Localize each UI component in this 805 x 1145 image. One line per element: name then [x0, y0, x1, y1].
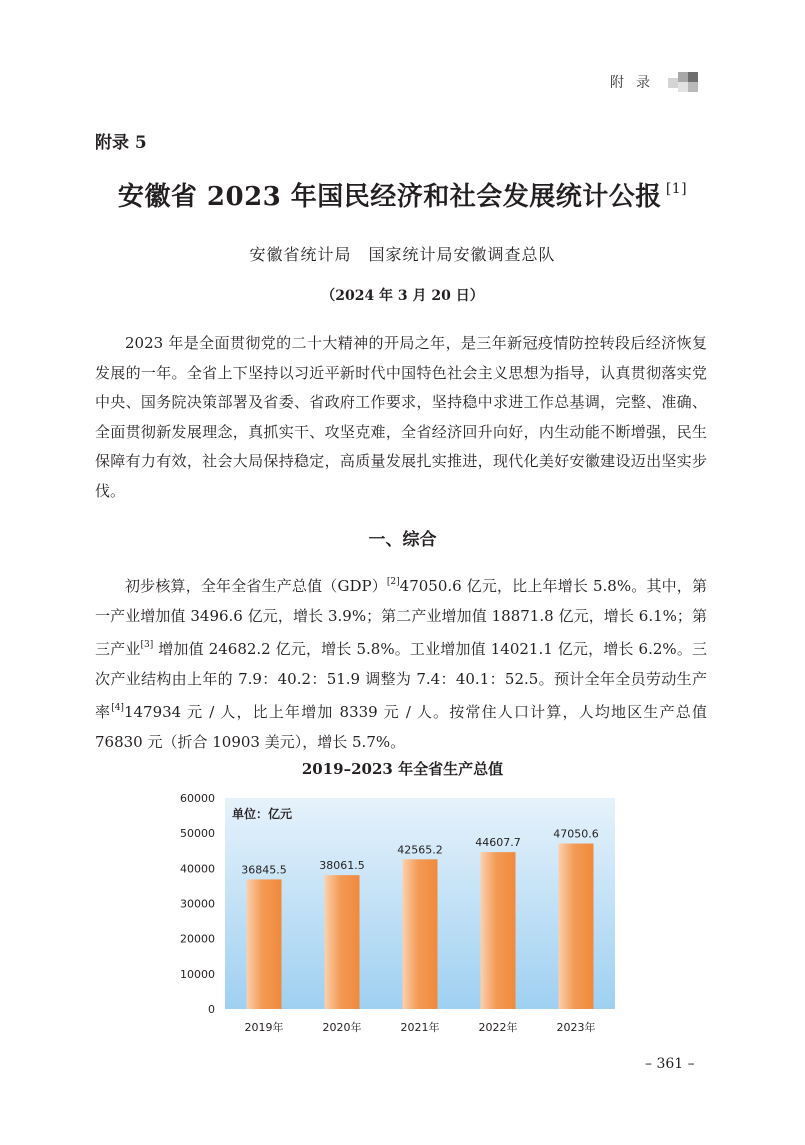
bar-2020年 [325, 875, 360, 1009]
y-tick-label: 0 [208, 1003, 215, 1016]
bar-2021年 [403, 859, 438, 1009]
overview-text: 47050.6 亿元，比上年增长 5.8%。其中，第一产业增加值 3496.6 亿元，增长 3.9%；第二产业增加值 18871.8 亿元，增长 6.1%；第三产业 [95, 577, 707, 658]
y-tick-label: 10000 [180, 967, 215, 981]
unit-label: 单位：亿元 [232, 807, 293, 821]
bar-value-label: 42565.2 [397, 843, 443, 857]
y-tick-label: 50000 [180, 827, 215, 841]
footnote-ref: [4] [111, 703, 124, 713]
x-tick-label: 2022年 [478, 1021, 518, 1034]
y-tick-label: 20000 [180, 932, 215, 946]
chart-title: 2019–2023 年全省生产总值 [301, 760, 504, 778]
y-tick-label: 40000 [180, 862, 215, 876]
y-tick-label: 60000 [180, 792, 215, 805]
section-heading: 一、综合 [368, 530, 437, 550]
page-title-text: 安徽省 2023 年国民经济和社会发展统计公报 [117, 182, 662, 212]
footnote-ref: [2] [386, 577, 400, 587]
appendix-label: 附录 5 [95, 133, 147, 153]
x-tick-label: 2020年 [322, 1021, 362, 1034]
x-tick-label: 2019年 [244, 1021, 284, 1034]
title-footnote-ref: [1] [665, 181, 688, 197]
header-decoration-icon [678, 72, 688, 82]
bar-value-label: 44607.7 [475, 836, 521, 850]
footnote-ref: [3] [140, 640, 154, 650]
overview-paragraph [95, 568, 707, 757]
overview-text: 初步核算，全年全省生产总值（GDP） [125, 577, 387, 595]
bar-value-label: 38061.5 [319, 859, 365, 873]
issuer-line: 安徽省统计局 国家统计局安徽调查总队 [249, 245, 556, 264]
header-decoration-icon [678, 82, 688, 92]
bar-value-label: 36845.5 [241, 863, 287, 877]
bar-2022年 [481, 852, 516, 1009]
running-header: 附录 [610, 75, 662, 91]
y-tick-label: 30000 [180, 897, 215, 911]
intro-paragraph: 2023 年是全面贯彻党的二十大精神的开局之年，是三年新冠疫情防控转段后经济恢复发展的一年。全省上下坚持以习近平新时代中国特色社会主义思想为指导，认真贯彻落实党中央、国务院决策部署及省委、省政府工作要求，坚持稳中求进工作总基调，完整、准确、全面贯彻新发展理念，真抓实干、攻坚克难，全省经济回升向好，内生动能不断增强，民生保障有力有效，社会大局保持稳定，高质量发展扎实推进，现代化美好安徽建设迈出坚实步伐。 [95, 334, 707, 500]
overview-text: 增加值 24682.2 亿元，增长 5.8%。工业增加值 14021.1 亿元，增长 6.2%。三次产业结构由上年的 7.9：40.2：51.9 调整为 7.4：40.1：52.5。预计全年全员劳动生产率 [95, 640, 707, 721]
header-decoration-icon [668, 78, 678, 88]
header-decoration-icon [688, 82, 698, 92]
overview-text: 147934 元 / 人，比上年增加 8339 元 / 人。按常住人口计算，人均地区生产总值 76830 元（折合 10903 美元），增长 5.7%。 [95, 703, 707, 751]
bar-2023年 [559, 844, 594, 1009]
bar-value-label: 47050.6 [553, 827, 599, 841]
page-title [0, 176, 805, 213]
x-tick-label: 2021年 [400, 1021, 440, 1034]
date-line: （2024 年 3 月 20 日） [321, 288, 484, 304]
header-decoration-icon [688, 72, 698, 82]
x-tick-label: 2023年 [556, 1021, 596, 1034]
bar-2019年 [247, 879, 282, 1009]
gdp-bar-chart [170, 786, 620, 1041]
page-number: – 361 – [645, 1056, 695, 1072]
